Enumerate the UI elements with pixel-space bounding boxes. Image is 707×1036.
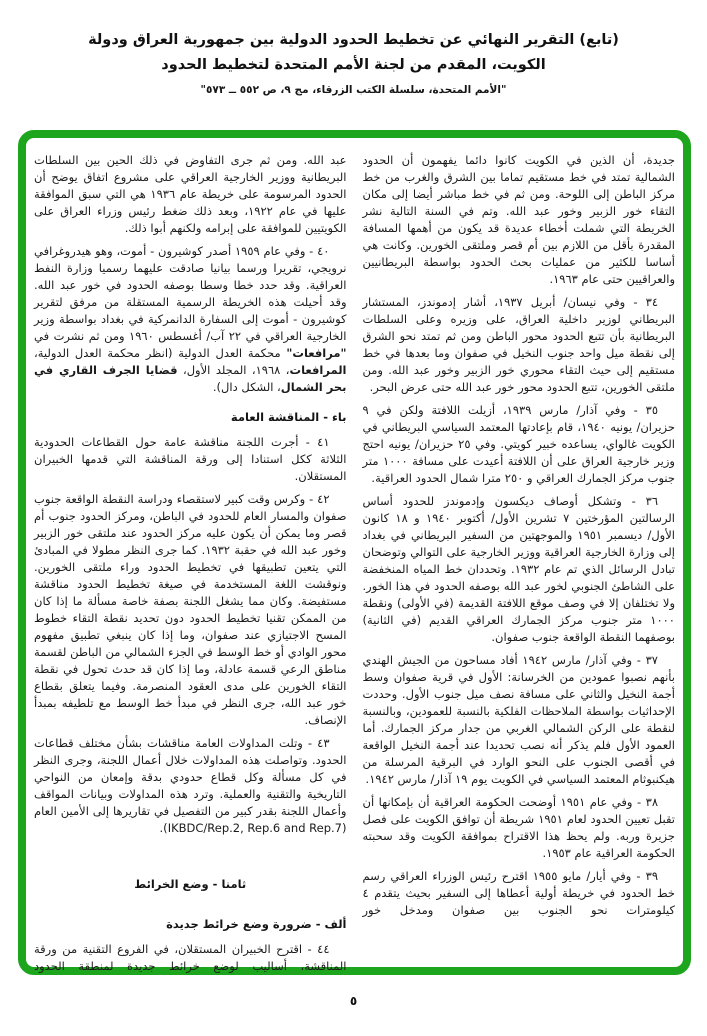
paragraph-42: ٤٢ - وكرس وقت كبير لاستقصاء ودراسة النقطة الواقعة جنوب صفوان والمسار العام للحدود في الباطن، ومركز الحدود جنوب أم قصر وما يمكن أن يكون عليه مركز الحدود عند ملتقى خور الزبير وخور عبد الله في حقبة ١٩٣٢. كما جرى النظر مطولا في المبادئ التي يتعين تطبيقها في تخطيط الحدود وراء ملتقى الخورين. ونوقشت اللغة المستخدمة في صيغة تخطيط الحدود مناقشة مستفيضة. وكان مما يشغل اللجنة بصفة خاصة مسألة ما إذا كان من الممكن تقنيا تخطيط الحدود دون تحديد نقطة التقاء خطوط المسح الاجتيازي عند صفوان، وما إذا كان ينبغي تطبيق مفهوم محور الوادي أو خط الوسط في الجزء الشمالي من الباطن لقسمة مناطق الرعي قسمة عادلة، وما إذا كان قد حدث تحول في نقطة التقاء الخورين على مدى العقود المنصرمة. وفيما يتعلق بقطاع خور عبد الله، جرى النظر في مبدأ خط الوسط مع تلطيفه بمبدأ الإنصاف. [34, 492, 347, 727]
paragraph-40-bold-pleadings-quoted: "مرافعات" [286, 346, 347, 360]
paragraph-37: ٣٧ - وفي آذار/ مارس ١٩٤٢ أفاد مساحون من الجيش الهندي بأنهم نصبوا عمودين من الخرسانة: الأول في قرية صفوان وسط أجمة النخيل والثاني على مسافة نصف ميل جنوب الأول. وحددت الإحداثيات بواسطة الملاحظات الفلكية بالنسبة للعمودين، وبالنسبة لنقطة على الركن الشمالي الغربي من جدار مركز الجمارك. أما العمود الأول فلم يذكر أنه نصب تحديدا عند أجمة النخيل الواقعة في أقصى الجنوب على النحو الوارد في البرقية المرسلة من هيكنبوثام المعتمد السياسي في الكويت يوم ١٩ آذار/ مارس ١٩٤٢. [362, 653, 675, 786]
paragraph-38: ٣٨ - وفي عام ١٩٥١ أوضحت الحكومة العراقية أن بإمكانها أن تقبل تعيين الحدود لعام ١٩٥١ شريطة أن توافق الكويت على فصل جزيرة وربه. ولم يحظ هذا الاقتراح بموافقة الكويت وقد سحبته الحكومة العراقية عام ١٩٥٣. [362, 795, 675, 860]
paragraph-35: ٣٥ - وفي آذار/ مارس ١٩٣٩، أزيلت اللافتة ولكن في ٩ حزيران/ يونيه ١٩٤٠، قام بإعادتها المعتمد السياسي البريطاني في الكويت غالواي، يساعده خبير كويتي. وفي ٢٥ حزيران/ يونيه احتج وزير خارجية العراق على أن اللافتة أعيدت على مسافة ١٠٠٠ متر جنوب مركز الجمارك العراقي و ٢٥٠ مترا شمال الحدود العراقية. [362, 403, 675, 485]
heading-section-eight-mapping: ثامنا - وضع الخرائط [134, 877, 247, 891]
paragraph-continuation-right: جديدة، أن الذين في الكويت كانوا دائما يفهمون أن الحدود الشمالية تمتد في خط مستقيم تماما بين الشرق والغرب من خط مركز الباطن إلى اللوحة. ومن ثم في خط مباشر أيضا إلى مكان التقاء خور الزبير وخور عبد الله. وتم في السنة التالية نشر الخريطة التي شملت أخطاء عديدة قد يكون من أهمها المسافة المقدرة بأقل من اللازم بين أم قصر وملتقى الخورين. وكانت هي أساسا للكثير من عمليات بحث الحدود بواسطة البريطانيين والعراقيين حتى عام ١٩٦٣. [362, 153, 675, 286]
text-columns [26, 138, 683, 973]
paragraph-40-text2: محكمة العدل الدولية (انظر محكمة العدل الدولية، [34, 346, 287, 360]
paragraph-41: ٤١ - أجرت اللجنة مناقشة عامة حول القطاعات الحدودية الثلاثة ككل استنادا إلى ورقة المناقشة التي قدمها الخبيران المستقلان. [34, 435, 347, 483]
paragraph-40-text: ٤٠ - وفي عام ١٩٥٩ أصدر كوشيرون - أموت، وهو هيدروغرافي نرويجي، تقريرا ورسما بيانيا صادقت عليهما رسميا وزارة النفط العراقية. وقد حدد خطا وسطا بوصفه الحدود في خور عبد الله. وقد أحيلت هذه الخريطة الرسمية المستقلة من مرفق لتقرير كوشيرون - أموت إلى السفارة الدانمركية في بغداد بواسطة وزير الخارجية العراقي في ٢٢ آب/ أغسطس ١٩٦٠ ومن ثم نشرت في [34, 244, 347, 343]
column-left [34, 152, 347, 973]
paragraph-40-text4: ، الشكل دال). [212, 380, 281, 394]
paragraph-34: ٣٤ - وفي نيسان/ أبريل ١٩٣٧، أشار إدموندز، المستشار البريطاني لوزير داخلية العراق، على وزيره وعلى السلطات البريطانية بأن تتبع الحدود محور الباطن ومن ثم تمتد نحو الشرق إلى نقطة ميل واحد جنوب النخيل في صفوان وما بعدها في خط مستقيم إلى حيث التقاء محوري خور الزبير وخور عبد الله. ومن ملتقى الخورين، تتبع الحدود محور خور عبد الله حتى عرض البحر. [362, 295, 675, 394]
column-right [363, 152, 676, 957]
heading-need-for-new-maps: ألف - ضرورة وضع خرائط جديدة [166, 917, 347, 931]
paragraph-44: ٤٤ - اقترح الخبيران المستقلان، في الفروع التقنية من ورقة المناقشة، أساليب لوضع خرائط جديدة لمنطقة الحدود [34, 942, 347, 973]
paragraph-40 [34, 243, 347, 396]
document-title-line2: الكويت، المقدم من لجنة الأمم المتحدة لتخطيط الحدود [161, 57, 546, 73]
paragraph-43: ٤٣ - وتلت المداولات العامة مناقشات بشأن مختلف قطاعات الحدود. وتواصلت هذه المداولات خلال أعمال اللجنة، وجرى النظر في كل مسألة وكل قطاع حدودي بدقة وإمعان من النواحي التاريخية والتقنية والعملية. وترد هذه المداولات وبيانات المواقف وأعمال اللجنة بقدر كبير من التفصيل في تقاريرها إلى الأمين العام (IKBDC/Rep.2, Rep.6 and Rep.7). [34, 736, 347, 835]
page-number: ٥ [349, 994, 358, 1008]
document-header [0, 28, 707, 96]
document-source-citation: "الأمم المتحدة، سلسلة الكتب الزرقاء، مج ٩، ص ٥٥٢ ــ ٥٧٣" [200, 84, 507, 96]
paragraph-40-bold-case-title: قضايا الجرف القاري في بحر الشمال [34, 363, 347, 394]
heading-general-discussion: باء - المناقشة العامة [230, 410, 347, 424]
paragraph-40-text3: ، ١٩٦٨، المجلد الأول، [177, 363, 290, 377]
document-title-line1: (تابع) التقرير النهائي عن تخطيط الحدود الدولية بين جمهورية العراق ودولة [88, 32, 619, 48]
paragraph-39: ٣٩ - وفي أيار/ مايو ١٩٥٥ اقترح رئيس الوزراء العراقي رسم خط الحدود في خريطة أولية أعطاها إلى السفير بحيث يتقدم ٤ كيلومترات نحو الجنوب بين صفوان ومدخل خور [362, 869, 675, 917]
paragraph-36: ٣٦ - وتشكل أوصاف ديكسون وإدموندز للحدود أساس الرسالتين المؤرختين ٧ تشرين الأول/ أكتوبر ١٩٤٠ و ١٨ كانون الأول/ ديسمبر ١٩٥١ والموجهتين من السفير البريطاني في بغداد إلى وزارة الخارجية العراقية ووزير الخارجية على التوالي وتوضحان تبادل الرسائل الذي تم عام ١٩٣٢. وتحددان خط المياه المنخفضة على الشاطئ الجنوبي لخور عبد الله بوصفه الحدود في هذا الخور. ولا تختلفان إلا في وصف موقع اللافتة القديمة (في الأولى) ونقطة ١٠٠٠ متر جنوب مركز الجمارك العراقي القديم (في الثانية) بوصفهما النقطة الواقعة جنوب صفوان. [362, 494, 675, 644]
paragraph-continuation-left: عبد الله. ومن ثم جرى التفاوض في ذلك الحين بين السلطات البريطانية ووزير الخارجية العراقي على مشروع اتفاق يوضح أن الحدود المرسومة على خريطة عام ١٩٣٦ هي التي سبق الموافقة عليها في عام ١٩٢٢، وبعد ذلك ضغط رئيس وزراء العراق على الكويتيين للموافقة على إبرامه ولكنهم أبوا ذلك. [34, 153, 347, 235]
paragraph-40-bold-pleadings: المرافعات [289, 363, 347, 377]
